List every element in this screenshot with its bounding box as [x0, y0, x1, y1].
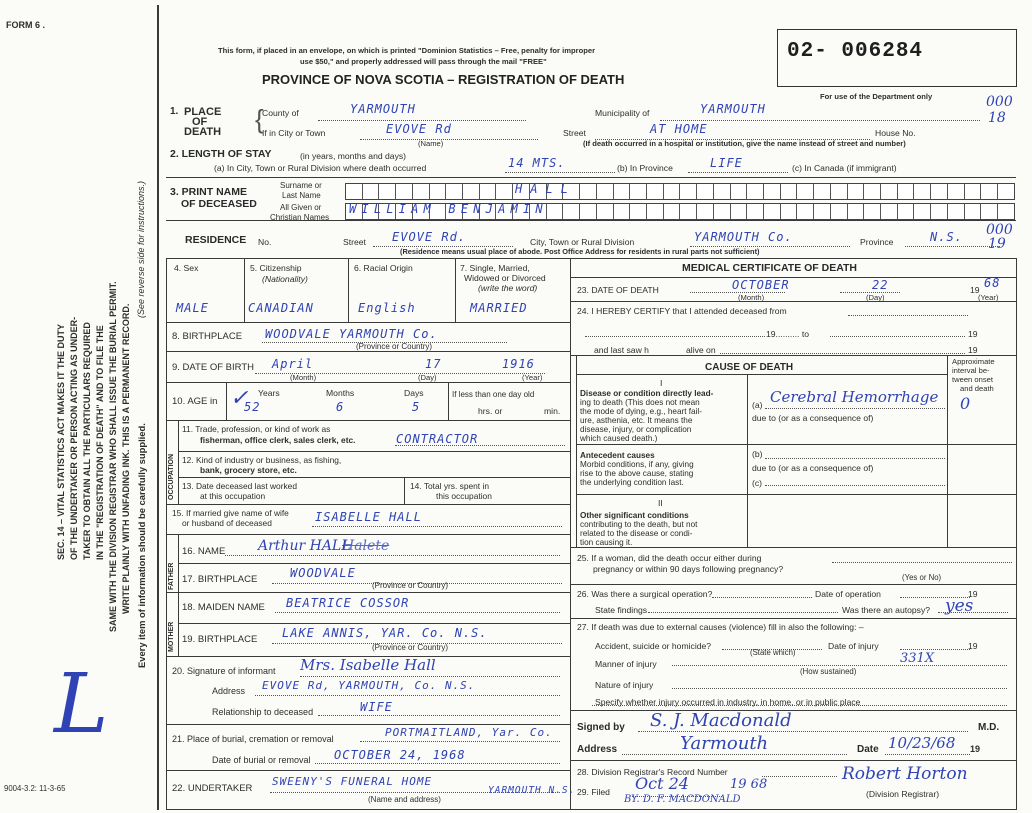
- external-cause-question: 27. If death was due to external causes (violence) fill in also the following: –: [577, 622, 864, 632]
- parent-row-rule: [178, 563, 570, 564]
- antecedent-label-1: Antecedent causes: [580, 451, 655, 460]
- doctor-address-value[interactable]: Yarmouth: [680, 733, 769, 754]
- cause-of-death-title: CAUSE OF DEATH: [705, 362, 794, 373]
- house-number-label: House No.: [875, 128, 916, 138]
- dept-code-lower: 000: [986, 222, 1013, 238]
- age-divider: [226, 382, 227, 420]
- other-conditions-3: related to the disease or condi-: [580, 529, 693, 538]
- industry-label-2: bank, grocery store, etc.: [200, 465, 297, 475]
- alive-year: 19: [968, 345, 978, 355]
- row-rule: [166, 504, 570, 505]
- last-worked-label-1: 13. Date deceased last worked: [182, 481, 297, 491]
- residence-note: (Residence means usual place of abode. Post Office Address for residents in rural parts not sufficient): [400, 247, 760, 256]
- age-divider: [448, 382, 449, 420]
- fill-line: [648, 612, 838, 613]
- direct-cause-label-2: ing to death (This does not mean: [580, 398, 700, 407]
- relationship-label: Relationship to deceased: [212, 707, 314, 717]
- fill-line: [505, 172, 615, 173]
- cause-b-label: (b): [752, 449, 763, 459]
- surname-label-1: Surname or: [280, 181, 322, 190]
- fill-line: [622, 754, 847, 755]
- months-value[interactable]: 6: [336, 400, 345, 414]
- dept-use-label: For use of the Department only: [820, 92, 933, 101]
- name-heading-2: OF DECEASED: [181, 198, 257, 210]
- fill-line: [300, 676, 560, 677]
- col-divider: [348, 258, 349, 322]
- fill-line: [255, 695, 560, 696]
- fill-line: [360, 139, 538, 140]
- fill-line: [765, 458, 945, 459]
- cause-rule: [576, 374, 947, 375]
- father-birthplace-caption: (Province or Country): [372, 581, 449, 590]
- registration-number: 02- 006284: [787, 40, 924, 63]
- city-value[interactable]: EVOVE Rd: [386, 122, 452, 136]
- birthplace-label: 8. BIRTHPLACE: [172, 331, 243, 342]
- supply-note: Every item of information should be carefully supplied.: [136, 423, 147, 668]
- fill-line: [832, 562, 1012, 563]
- dob-year-value[interactable]: 1916: [502, 357, 535, 371]
- mother-birthplace-caption: (Province or Country): [372, 643, 449, 652]
- county-value[interactable]: YARMOUTH: [350, 102, 416, 116]
- medical-rule: [570, 584, 1016, 585]
- antecedent-label-3: rise to the above cause, stating: [580, 469, 694, 478]
- last-saw-label: and last saw h: [594, 345, 649, 355]
- form-number: FORM 6 .: [6, 20, 46, 30]
- under-one-day-label: If less than one day old: [452, 390, 535, 399]
- cause-a-value[interactable]: Cerebral Hemorrhage: [770, 388, 939, 406]
- part-one-label: I: [660, 378, 663, 388]
- manner-label: Manner of injury: [595, 659, 657, 669]
- surname-grid: [345, 183, 1015, 200]
- operation-year: 19: [968, 589, 978, 599]
- father-band-label: FATHER: [168, 562, 175, 590]
- mother-maiden-label: 18. MAIDEN NAME: [182, 602, 265, 613]
- direct-cause-label-5: disease, injury, or complication: [580, 425, 692, 434]
- attended-year-end: 19: [968, 329, 978, 339]
- dob-day-caption: (Day): [418, 373, 437, 382]
- dob-year-caption: (Year): [522, 373, 543, 382]
- last-worked-label-2: at this occupation: [200, 491, 266, 501]
- cause-divider: [747, 374, 748, 547]
- form-code: 9004-3.2: 11-3-65: [4, 784, 66, 793]
- undertaker-caption: (Name and address): [368, 795, 441, 804]
- minutes-label: min.: [544, 406, 561, 416]
- sex-value[interactable]: MALE: [176, 301, 209, 315]
- pregnancy-question-1: 25. If a woman, did the death occur either during: [577, 553, 762, 563]
- section-rule: [166, 177, 1016, 178]
- autopsy-label: Was there an autopsy?: [842, 605, 931, 615]
- residence-city-label: City, Town or Rural Division: [530, 237, 635, 247]
- interval-divider: [947, 355, 948, 547]
- street-label: Street: [563, 128, 586, 138]
- death-month-value[interactable]: OCTOBER: [732, 278, 790, 292]
- dept-code-upper-sub: 18: [988, 110, 1006, 126]
- row-rule: [166, 534, 570, 535]
- part-two-label: II: [658, 498, 663, 508]
- sex-label: 4. Sex: [174, 263, 199, 273]
- cause-rule: [576, 444, 1016, 445]
- months-label: Months: [326, 388, 355, 398]
- accident-label: Accident, suicide or homicide?: [595, 641, 712, 651]
- interval-heading-4: and death: [960, 384, 994, 393]
- residence-heading: RESIDENCE: [185, 234, 247, 246]
- informant-address-value[interactable]: EVOVE Rd, YARMOUTH, Co. N.S.: [262, 679, 476, 692]
- other-conditions-2: contributing to the death, but not: [580, 520, 698, 529]
- mail-notice-line-2: use $50," and properly addressed will pass through the mail "FREE": [300, 57, 547, 66]
- dob-day-value[interactable]: 17: [425, 357, 442, 371]
- citizenship-value[interactable]: CANADIAN: [248, 301, 314, 315]
- years-value[interactable]: 52: [244, 400, 261, 414]
- injury-date-label: Date of injury: [828, 641, 879, 651]
- row-rule: [166, 420, 570, 421]
- fill-line: [312, 526, 562, 527]
- interval-heading-1: Approximate: [952, 357, 995, 366]
- industry-question: Specify whether injury occurred in industry, in home, or in public place: [595, 697, 861, 707]
- interval-heading-3: tween onset: [952, 375, 993, 384]
- medical-rule: [570, 355, 1016, 356]
- injury-year: 19: [968, 641, 978, 651]
- statute-line-4: IN THE "REGISTRATION OF DEATH" AND TO FILE THE: [95, 325, 105, 560]
- cert-date-value[interactable]: 10/23/68: [888, 734, 956, 752]
- stay-canada-label: (c) In Canada (if immigrant): [792, 163, 897, 173]
- filed-year-value[interactable]: 19 68: [730, 777, 768, 792]
- marital-value[interactable]: MARRIED: [470, 301, 528, 315]
- nature-label: Nature of injury: [595, 680, 654, 690]
- fill-line: [275, 612, 560, 613]
- row-rule: [166, 322, 570, 323]
- registrar-caption: (Division Registrar): [866, 789, 940, 799]
- father-name-label: 16. NAME: [182, 546, 226, 557]
- death-year-caption: (Year): [978, 293, 999, 302]
- municipality-value[interactable]: YARMOUTH: [700, 102, 766, 116]
- doctor-signature[interactable]: S. J. Macdonald: [650, 710, 792, 731]
- undertaker-value[interactable]: SWEENY'S FUNERAL HOME: [272, 775, 433, 788]
- fill-line: [585, 336, 765, 337]
- parent-band-rule: [178, 534, 179, 656]
- bottom-rule: [166, 809, 1017, 810]
- dob-month-value[interactable]: April: [272, 357, 314, 371]
- fill-line: [830, 336, 965, 337]
- residence-no-label: No.: [258, 237, 272, 247]
- death-day-value[interactable]: 22: [872, 278, 889, 292]
- state-findings-label: State findings: [595, 605, 648, 615]
- medical-title: MEDICAL CERTIFICATE OF DEATH: [682, 262, 857, 274]
- dob-label: 9. DATE OF BIRTH: [172, 362, 254, 373]
- medical-rule: [570, 277, 1016, 278]
- fill-line: [688, 172, 788, 173]
- fill-line: [848, 315, 968, 316]
- stay-province-label: (b) In Province: [617, 163, 673, 173]
- row-rule: [166, 724, 570, 725]
- undertaker-label: 22. UNDERTAKER: [172, 783, 253, 794]
- informant-address-label: Address: [212, 686, 246, 696]
- burial-place-value[interactable]: PORTMAITLAND, Yar. Co.: [385, 726, 553, 739]
- fill-line: [315, 763, 560, 764]
- autopsy-value[interactable]: yes: [945, 596, 974, 616]
- trade-value[interactable]: CONTRACTOR: [396, 432, 479, 446]
- statute-line-3: TAKER TO OBTAIN ALL THE PARTICULARS REQUIRED: [82, 322, 92, 560]
- citizenship-label: 5. Citizenship: [250, 263, 302, 273]
- residence-street-value[interactable]: EVOVE Rd.: [392, 230, 467, 244]
- cause-c-label: (c): [752, 478, 763, 488]
- mother-band-label: MOTHER: [168, 621, 175, 652]
- residence-province-value[interactable]: N.S.: [930, 230, 963, 244]
- reverse-side-note: (See reverse side for instructions.): [136, 180, 146, 318]
- state-which-caption: (State which): [750, 648, 796, 657]
- direct-cause-label-1: Disease or condition directly lead-: [580, 389, 714, 398]
- date-of-death-label: 23. DATE OF DEATH: [577, 285, 659, 295]
- fill-line: [712, 597, 812, 598]
- filed-date-value[interactable]: Oct 24: [635, 774, 689, 793]
- fill-line: [885, 754, 970, 755]
- fill-line: [318, 120, 526, 121]
- cert-century: 19: [970, 744, 981, 754]
- occupation-band-label: OCCUPATION: [168, 453, 175, 500]
- residence-city-value[interactable]: YARMOUTH Co.: [694, 230, 793, 244]
- row-rule: [166, 351, 570, 352]
- trade-label-1: 11. Trade, profession, or kind of work as: [182, 424, 331, 434]
- fill-line: [225, 555, 560, 556]
- statute-line-5: SAME WITH THE DIVISION REGISTRAR WHO SHALL ISSUE THE BURIAL PERMIT.: [108, 281, 118, 632]
- occ-divider: [404, 477, 405, 504]
- occ-row-rule: [178, 451, 570, 452]
- relationship-value[interactable]: WIFE: [360, 700, 393, 714]
- death-day-caption: (Day): [866, 293, 885, 302]
- surname-label-2: Last Name: [282, 191, 321, 200]
- father-birthplace-label: 17. BIRTHPLACE: [182, 574, 258, 585]
- alive-on-label: alive on: [686, 345, 716, 355]
- statute-line-6: WRITE PLAINLY WITH UNFADING INK. THIS IS A PERMANENT RECORD.: [121, 303, 131, 614]
- filing-stamp-letter: L: [54, 657, 109, 752]
- given-names-value[interactable]: WILLIAM BENJAMIN: [349, 202, 548, 216]
- fill-line: [318, 715, 560, 716]
- antecedent-label-2: Morbid conditions, if any, giving: [580, 460, 694, 469]
- given-label-1: All Given or: [280, 203, 322, 212]
- operation-question: 26. Was there a surgical operation?: [577, 589, 713, 599]
- medical-rule: [570, 760, 1016, 761]
- spouse-label-2: or husband of deceased: [182, 518, 272, 528]
- racial-origin-label: 6. Racial Origin: [354, 263, 413, 273]
- trade-label-2: fisherman, office clerk, sales clerk, etc.: [200, 435, 356, 445]
- dob-month-caption: (Month): [290, 373, 317, 382]
- attended-to-label: 19.......... to: [766, 329, 809, 339]
- registrar-record-label: 28. Division Registrar's Record Number: [577, 767, 728, 777]
- length-of-stay-sub: (in years, months and days): [300, 151, 407, 161]
- parent-row-rule: [178, 623, 570, 624]
- city-name-caption: (Name): [418, 139, 444, 148]
- residence-street-label: Street: [343, 237, 366, 247]
- hours-label: hrs. or: [478, 406, 503, 416]
- street-value[interactable]: AT HOME: [650, 122, 708, 136]
- md-label: M.D.: [978, 722, 1000, 733]
- years-label: Years: [258, 388, 280, 398]
- form-title: PROVINCE OF NOVA SCOTIA – REGISTRATION OF DEATH: [262, 72, 625, 87]
- industry-label-1: 12. Kind of industry or business, as fishing,: [182, 455, 342, 465]
- burial-place-label: 21. Place of burial, cremation or removal: [172, 734, 334, 744]
- father-name-struck: Halete: [342, 538, 390, 554]
- statute-line-1: SEC. 14 – VITAL STATISTICS ACT MAKES IT THE DUTY: [56, 323, 66, 560]
- spouse-label-1: 15. If married give name of wife: [172, 508, 289, 518]
- direct-cause-label-6: which caused death.): [580, 434, 658, 443]
- filed-label: 29. Filed: [577, 787, 610, 797]
- direct-cause-label-4: ure, asthenia, etc. It means the: [580, 416, 693, 425]
- death-century: 19: [970, 285, 980, 295]
- registrar-signature[interactable]: Robert Horton: [842, 764, 968, 784]
- fill-line: [762, 776, 837, 777]
- burial-date-label: Date of burial or removal: [212, 755, 311, 765]
- county-label: County of: [262, 108, 299, 118]
- fill-line: [672, 665, 1007, 666]
- fill-line: [672, 688, 1007, 689]
- medical-rule: [570, 547, 1016, 548]
- signed-by-label: Signed by: [577, 722, 625, 733]
- fill-line: [638, 731, 968, 732]
- fill-line: [765, 408, 945, 409]
- interval-heading-2: interval be-: [952, 366, 990, 375]
- right-rule: [1016, 258, 1017, 810]
- mid-divider: [570, 258, 571, 810]
- birthplace-caption: (Province or Country): [356, 342, 433, 351]
- other-conditions-4: tion causing it.: [580, 538, 633, 547]
- marital-label-2: Widowed or Divorced: [464, 273, 546, 283]
- left-margin-rule: [157, 5, 159, 810]
- antecedent-label-4: the underlying condition last.: [580, 478, 684, 487]
- cause-rule: [576, 494, 1016, 495]
- section-rule: [166, 258, 1016, 259]
- mother-birthplace-value[interactable]: LAKE ANNIS, YAR. Co. N.S.: [282, 626, 488, 640]
- total-years-label-2: this occupation: [436, 491, 492, 501]
- operation-date-label: Date of operation: [815, 589, 881, 599]
- statute-line-2: OF THE UNDERTAKER OR PERSON ACTING AS UNDER-: [69, 316, 79, 560]
- county-brace: {: [255, 104, 264, 134]
- medical-rule: [570, 301, 1016, 302]
- marital-label-3: (write the word): [478, 283, 538, 293]
- racial-origin-value[interactable]: English: [358, 301, 416, 315]
- interval-a-value[interactable]: 0: [960, 394, 971, 413]
- cert-date-label: Date: [857, 744, 879, 755]
- total-years-label-1: 14. Total yrs. spent in: [410, 481, 489, 491]
- name-heading-1: 3. PRINT NAME: [170, 186, 248, 198]
- fill-line: [905, 246, 1000, 247]
- dept-code-upper: 000: [986, 94, 1013, 110]
- fill-line: [720, 353, 965, 354]
- pod-word-2: OF: [192, 116, 208, 128]
- pod-number: 1.: [170, 106, 179, 117]
- stay-city-label: (a) In City, Town or Rural Division where death occurred: [214, 163, 427, 173]
- birthplace-value[interactable]: WOODVALE YARMOUTH Co.: [265, 327, 438, 341]
- other-conditions-1: Other significant conditions: [580, 511, 689, 520]
- mother-birthplace-label: 19. BIRTHPLACE: [182, 634, 258, 645]
- days-value[interactable]: 5: [412, 400, 421, 414]
- municipality-label: Municipality of: [595, 108, 650, 118]
- filed-by-value[interactable]: BY. D. F. MACDONALD: [624, 794, 741, 805]
- undertaker-place-value[interactable]: YARMOUTH N.S.: [488, 785, 576, 796]
- father-name-value[interactable]: Arthur HALL: [258, 538, 351, 554]
- mail-notice-line-1: This form, if placed in an envelope, on which is printed "Dominion Statistics – Free, penalty for improper: [218, 46, 596, 55]
- occ-row-rule: [178, 477, 570, 478]
- cause-box-left: [576, 355, 577, 547]
- cause-a-label: (a): [752, 400, 763, 410]
- days-label: Days: [404, 388, 424, 398]
- due-to-label-a: due to (or as a consequence of): [752, 413, 874, 423]
- marital-label-1: 7. Single, Married,: [460, 263, 530, 273]
- residence-province-label: Province: [860, 237, 894, 247]
- pregnancy-question-2: pregnancy or within 90 days following pregnancy?: [593, 564, 784, 574]
- informant-signature-label: 20. Signature of informant: [172, 666, 276, 676]
- city-label: If in City or Town: [262, 128, 326, 138]
- medical-rule: [570, 618, 1016, 619]
- age-checkmark-icon: ✓: [230, 386, 249, 411]
- age-label: 10. AGE in: [172, 396, 218, 407]
- row-rule: [166, 770, 570, 771]
- length-of-stay-heading: 2. LENGTH OF STAY: [170, 148, 272, 160]
- death-month-caption: (Month): [738, 293, 765, 302]
- spouse-value[interactable]: ISABELLE HALL: [315, 510, 422, 524]
- burial-date-value[interactable]: OCTOBER 24, 1968: [334, 748, 466, 762]
- citizenship-sub: (Nationality): [262, 274, 308, 284]
- stay-province-value[interactable]: LIFE: [710, 156, 743, 170]
- fill-line: [660, 120, 980, 121]
- fill-line: [765, 485, 945, 486]
- hospital-note: (If death occurred in a hospital or institution, give the name instead of street and number): [583, 139, 906, 148]
- fill-line: [360, 741, 560, 742]
- surname-value[interactable]: HALL: [515, 182, 576, 196]
- how-sustained-caption: (How sustained): [800, 667, 857, 676]
- mother-maiden-value[interactable]: BEATRICE COSSOR: [286, 596, 410, 610]
- certify-label: 24. I HEREBY CERTIFY that I attended deceased from: [577, 306, 787, 316]
- col-divider: [455, 258, 456, 322]
- direct-cause-label-3: the mode of dying, e.g., heart fail-: [580, 407, 702, 416]
- yes-no-caption: (Yes or No): [902, 573, 942, 582]
- medical-rule: [570, 710, 1016, 711]
- father-birthplace-value[interactable]: WOODVALE: [290, 566, 356, 580]
- death-year-value[interactable]: 68: [984, 276, 1001, 290]
- department-code: 331X: [900, 651, 935, 666]
- due-to-label-b: due to (or as a consequence of): [752, 463, 874, 473]
- pod-word-3: DEATH: [184, 126, 222, 138]
- pod-word-1: PLACE: [184, 106, 222, 118]
- given-label-2: Christian Names: [270, 213, 330, 222]
- occ-band-rule: [178, 420, 179, 504]
- fill-line: [900, 649, 970, 650]
- doctor-address-label: Address: [577, 744, 618, 755]
- informant-signature[interactable]: Mrs. Isabelle Hall: [300, 656, 436, 674]
- row-rule: [166, 592, 570, 593]
- col-divider: [244, 258, 245, 322]
- dept-code-lower-sub: 19: [988, 236, 1006, 252]
- stay-city-value[interactable]: 14 MTS.: [508, 156, 566, 170]
